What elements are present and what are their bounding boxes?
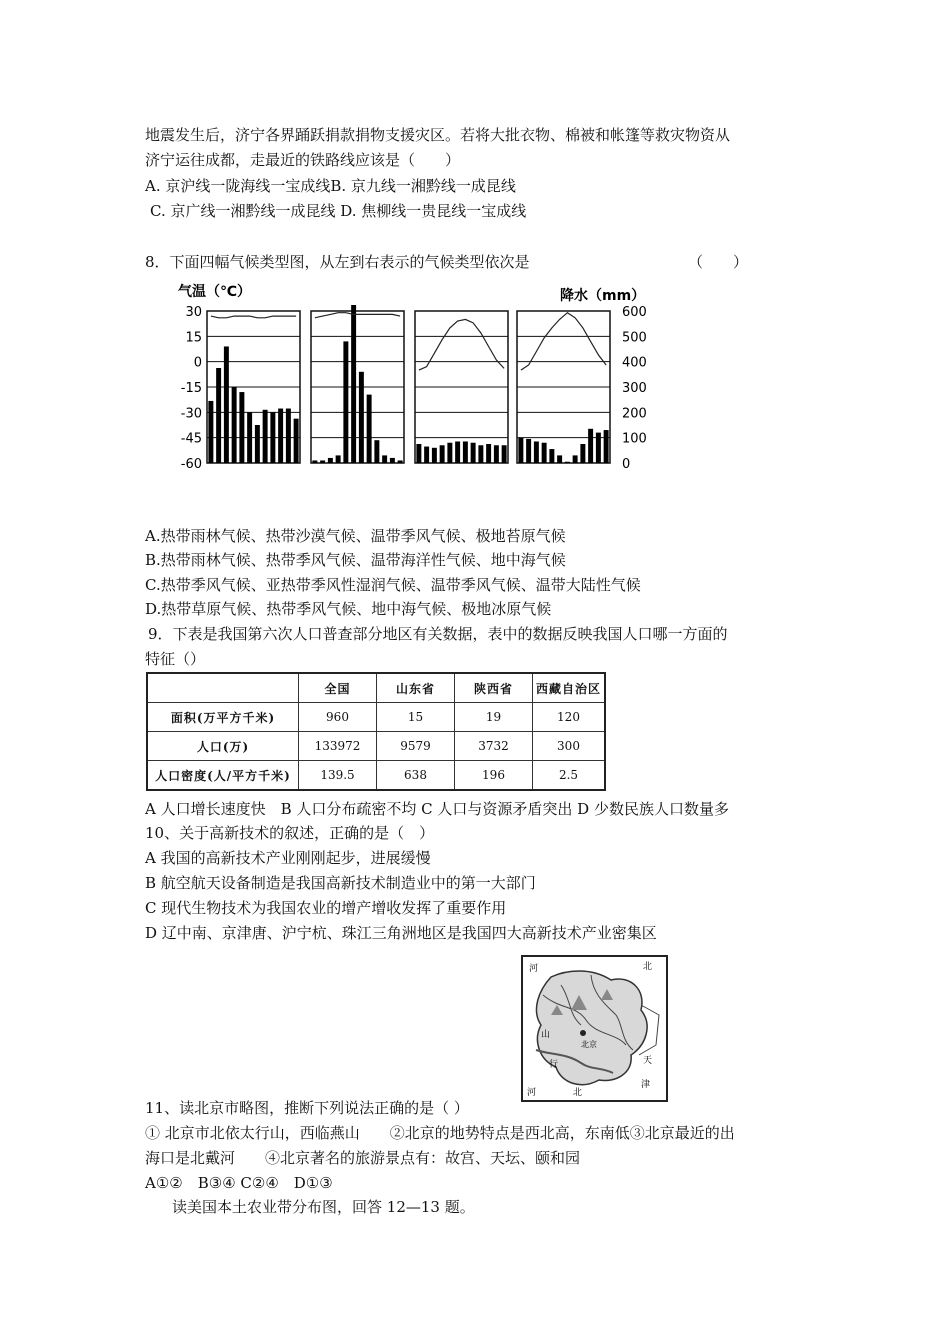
table-cell: 西藏自治区 [533, 673, 606, 703]
precip-bar [263, 410, 268, 463]
q8-option-b: B.热带雨林气候、热带季风气候、温带海洋性气候、地中海气候 [145, 551, 566, 569]
q7-options-row2 [150, 200, 526, 222]
q8-option-d: D.热带草原气候、热带季风气候、地中海气候、极地冰原气候 [145, 600, 552, 618]
precip-bar [224, 346, 229, 463]
precip-bar [557, 455, 562, 463]
precip-bar [390, 458, 395, 463]
table-cell: 人口密度(人/平方千米) [147, 761, 299, 791]
q10-option-d: D 辽中南、京津唐、沪宁杭、珠江三角洲地区是我国四大高新技术产业密集区 [145, 924, 657, 942]
precip-bar [573, 455, 578, 463]
q10-option-b: B 航空航天设备制造是我国高新技术制造业中的第一大部门 [145, 874, 536, 892]
map-label: 河 [529, 964, 539, 974]
q12-13-intro: 读美国本土农业带分布图，回答 12—13 题。 [172, 1198, 475, 1216]
precip-bar [398, 460, 403, 463]
table-cell: 3732 [455, 732, 533, 761]
precip-bar [312, 460, 317, 463]
temp-tick-label: 15 [185, 330, 202, 346]
climate-charts [170, 280, 660, 472]
precip-bar [447, 443, 452, 463]
table-cell: 面积(万平方千米) [147, 703, 299, 732]
precip-bar [416, 444, 421, 463]
table-cell [147, 673, 299, 703]
map-label: 行 [549, 1060, 559, 1070]
precip-bar [494, 445, 499, 463]
q8-answer-paren: （ ） [688, 253, 749, 271]
precip-tick-label: 500 [622, 330, 647, 346]
precip-bar [328, 458, 333, 463]
table-cell: 19 [455, 703, 533, 732]
precip-bar [549, 449, 554, 463]
map-label: 天 [643, 1056, 653, 1066]
table-cell: 9579 [377, 732, 455, 761]
map-label: 津 [641, 1080, 651, 1090]
table-cell: 120 [533, 703, 606, 732]
q8-option-a: A.热带雨林气候、热带沙漠气候、温带季风气候、极地苔原气候 [145, 527, 566, 545]
table-cell: 15 [377, 703, 455, 732]
precip-bar [440, 445, 445, 463]
precip-bar [247, 412, 252, 463]
precip-bar [455, 441, 460, 463]
precip-bar [588, 429, 593, 463]
precip-bar [596, 433, 601, 463]
precip-bar [320, 460, 325, 463]
precip-bar [432, 448, 437, 463]
table-cell: 陕西省 [455, 673, 533, 703]
precip-bar [478, 445, 483, 463]
q10-option-c: C 现代生物技术为我国农业的增产增收发挥了重要作用 [145, 899, 507, 917]
precip-bar [526, 439, 531, 463]
precip-bar [424, 447, 429, 463]
precip-bar [343, 341, 348, 463]
precip-bar [580, 444, 585, 463]
q7-option-c: C. 京广线一湘黔线一成昆线 [150, 202, 336, 220]
precip-axis-label: 降水（mm） [560, 288, 646, 304]
temp-tick-label: -60 [180, 457, 202, 472]
map-label: 河 [527, 1088, 537, 1098]
table-row [147, 732, 605, 761]
precip-bar [351, 305, 356, 463]
temperature-line [315, 313, 400, 318]
precip-bar [270, 412, 275, 463]
map-label: 北京 [581, 1040, 597, 1049]
q10-stem: 10、关于高新技术的叙述，正确的是（ ） [145, 824, 435, 842]
precip-bar [565, 462, 570, 463]
q7-options-row1 [145, 175, 516, 197]
precip-tick-label: 100 [622, 431, 647, 447]
precip-bar [604, 430, 609, 463]
precip-bar [336, 455, 341, 463]
precip-bar [382, 455, 387, 463]
precip-bar [374, 440, 379, 463]
population-table [146, 672, 606, 791]
table-cell: 139.5 [299, 761, 377, 791]
beijing-sketch-map [521, 955, 668, 1102]
table-header-row [147, 673, 605, 703]
temp-tick-label: -15 [180, 381, 202, 396]
temp-tick-label: 0 [193, 355, 202, 371]
temp-tick-label: 30 [185, 305, 202, 320]
map-label: 北 [643, 962, 653, 972]
precip-tick-label: 300 [622, 381, 647, 396]
precip-tick-label: 200 [622, 406, 647, 422]
precip-bar [471, 443, 476, 463]
table-cell: 300 [533, 732, 606, 761]
precip-bar [518, 438, 523, 463]
table-row [147, 761, 605, 791]
precip-bar [216, 368, 221, 463]
precip-bar [542, 443, 547, 463]
q7-stem-line2: 济宁运往成都，走最近的铁路线应该是（ ） [145, 151, 461, 169]
temp-tick-label: -30 [180, 406, 202, 422]
table-cell: 133972 [299, 732, 377, 761]
temp-axis-label: 气温（℃） [178, 284, 251, 300]
precip-tick-label: 600 [622, 305, 647, 320]
q11-statement-line1: ① 北京市北依太行山，西临燕山 ②北京的地势特点是西北高，东南低③北京最近的出 [145, 1124, 735, 1142]
map-label: 山 [541, 1030, 551, 1040]
q9-stem-line2: 特征（） [145, 650, 206, 668]
table-cell: 山东省 [377, 673, 455, 703]
temperature-line [419, 319, 504, 370]
precip-bar [286, 409, 291, 463]
precip-bar [294, 419, 299, 463]
precip-bar [502, 445, 507, 463]
q8-option-c: C.热带季风气候、亚热带季风性湿润气候、温带季风气候、温带大陆性气候 [145, 576, 641, 594]
q11-stem: 11、读北京市略图，推断下列说法正确的是（ ） [145, 1099, 469, 1117]
q9-options: A 人口增长速度快 B 人口分布疏密不均 C 人口与资源矛盾突出 D 少数民族人口数量多 [145, 800, 729, 818]
precip-bar [486, 444, 491, 463]
table-row [147, 703, 605, 732]
q10-option-a: A 我国的高新技术产业刚刚起步，进展缓慢 [145, 849, 431, 867]
table-cell: 960 [299, 703, 377, 732]
precip-bar [239, 392, 244, 463]
q7-option-b: B. 京九线一湘黔线一成昆线 [330, 177, 516, 195]
q11-options: A①② B③④ C②④ D①③ [145, 1174, 333, 1192]
q9-stem-line1: 9．下表是我国第六次人口普查部分地区有关数据，表中的数据反映我国人口哪一方面的 [148, 625, 728, 643]
precip-tick-label: 400 [622, 355, 647, 371]
precip-bar [232, 387, 237, 463]
q11-statement-line2: 海口是北戴河 ④北京著名的旅游景点有：故宫、天坛、颐和园 [145, 1149, 581, 1167]
temp-tick-label: -45 [180, 431, 202, 447]
q8-stem: 8．下面四幅气候类型图，从左到右表示的气候类型依次是 [145, 253, 530, 271]
precip-bar [367, 395, 372, 463]
precip-bar [463, 441, 468, 463]
q7-stem-line1: 地震发生后，济宁各界踊跃捐款捐物支援灾区。若将大批衣物、棉被和帐篷等救灾物资从 [145, 126, 731, 144]
precip-bar [255, 425, 260, 463]
table-cell: 2.5 [533, 761, 606, 791]
precip-tick-label: 0 [622, 457, 631, 472]
table-cell: 全国 [299, 673, 377, 703]
precip-bar [208, 401, 213, 463]
precip-bar [359, 372, 364, 463]
temperature-line [211, 316, 296, 318]
map-label: 北 [573, 1088, 583, 1098]
precip-bar [278, 409, 283, 463]
table-cell: 人口(万) [147, 732, 299, 761]
table-cell: 196 [455, 761, 533, 791]
q7-option-d: D. 焦柳线一贵昆线一宝成线 [340, 202, 527, 220]
table-cell: 638 [377, 761, 455, 791]
precip-bar [534, 441, 539, 463]
q7-option-a: A. 京沪线一陇海线一宝成线 [145, 177, 331, 195]
